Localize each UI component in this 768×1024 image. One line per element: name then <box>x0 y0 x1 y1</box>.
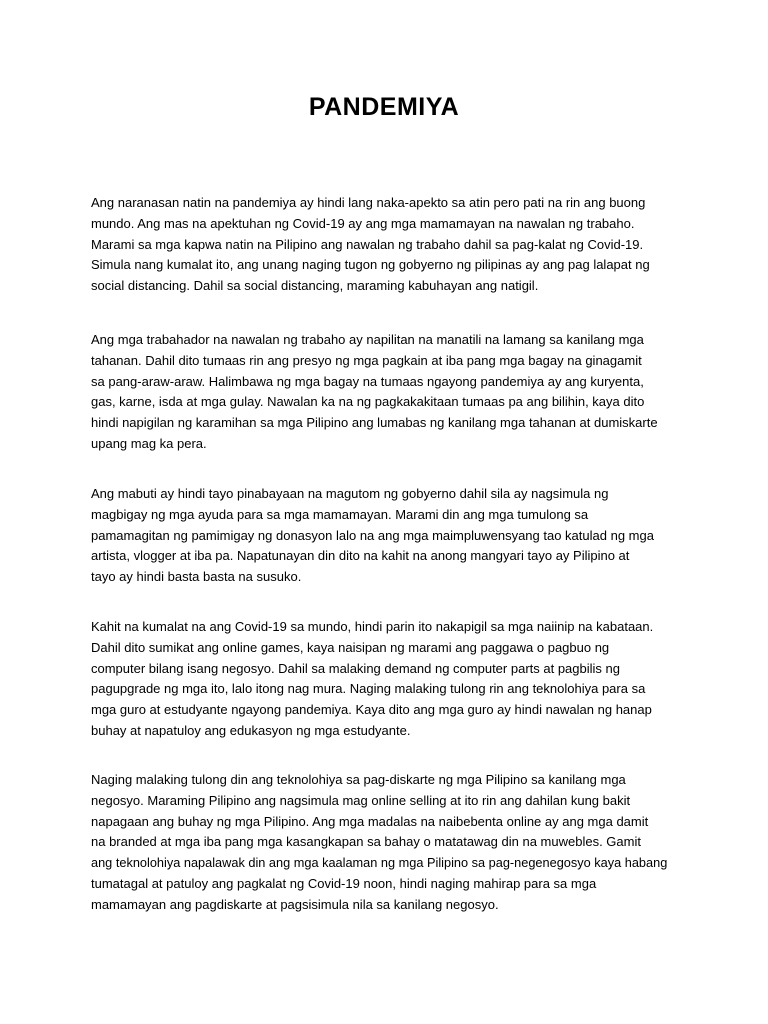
paragraph-line: napagaan ang buhay ng mga Pilipino. Ang mga madalas na naibebenta online ay ang mga damit <box>91 813 649 829</box>
paragraph-line: mundo. Ang mas na apektuhan ng Covid-19 ay ang mga mamamayan na nawalan ng trabaho. <box>91 215 635 231</box>
paragraph-line: Ang mga trabahador na nawalan ng trabaho ay napilitan na manatili na lamang sa kanilang mga <box>91 332 644 347</box>
paragraph-line: pamamagitan ng pamimigay ng donasyon lalo na ang mga maimpluwensyang tao katulad ng mga <box>91 527 654 543</box>
paragraph-2 <box>91 330 678 455</box>
paragraph-line: buhay at napatuloy ang edukasyon ng mga estudyante. <box>91 722 411 738</box>
paragraph-line: computer bilang isang negosyo. Dahil sa malaking demand ng computer parts at pagbilis ng <box>91 660 620 676</box>
paragraph-line: Dahil dito sumikat ang online games, kaya naisipan ng marami ang paggawa o pagbuo ng <box>91 639 610 655</box>
paragraph-line: Ang naranasan natin na pandemiya ay hindi lang naka-apekto sa atin pero pati na rin ang buong <box>91 195 646 210</box>
paragraph-line: Ang mabuti ay hindi tayo pinabayaan na magutom ng gobyerno dahil sila ay nagsimula ng <box>91 486 609 501</box>
document-title: PANDEMIYA <box>308 93 460 121</box>
paragraph-line: Simula nang kumalat ito, ang unang naging tugon ng gobyerno ng pilipinas ay ang pag lalapat ng <box>91 257 650 273</box>
paragraph-3 <box>91 484 678 588</box>
paragraph-line: magbigay ng mga ayuda para sa mga mamamayan. Marami din ang mga tumulong sa <box>91 506 589 522</box>
paragraph-line: sa pang-araw-araw. Halimbawa ng mga bagay na tumaas ngayong pandemiya ay ang kuryenta, <box>91 373 644 389</box>
paragraph-line: tumatagal at patuloy ang pagkalat ng Covid-19 noon, hindi naging mahirap para sa mga <box>91 875 597 891</box>
paragraph-1 <box>91 193 678 297</box>
paragraph-line: Naging malaking tulong din ang teknolohiya sa pag-diskarte ng mga Pilipino sa kanilang mga <box>91 772 626 787</box>
paragraph-line: social distancing. Dahil sa social distancing, maraming kabuhayan ang natigil. <box>91 278 539 294</box>
paragraph-line: hindi napigilan ng karamihan sa mga Pilipino ang lumabas ng kanilang mga tahanan at dumiskarte <box>91 415 658 431</box>
paragraph-line: mamamayan ang pagdiskarte at pagsisimula nila sa kanilang negosyo. <box>91 896 499 912</box>
paragraph-line: Kahit na kumalat na ang Covid-19 sa mundo, hindi parin ito nakapigil sa mga naiinip na kabataan. <box>91 619 654 634</box>
paragraph-line: gas, karne, isda at mga gulay. Nawalan ka na ng pagkakakitaan tumaas pa ang bilihin, kaya dito <box>91 394 645 410</box>
paragraph-line: mga guro at estudyante ngayong pandemiya. Kaya dito ang mga guro ay hindi nawalan ng hanap <box>91 702 652 718</box>
paragraph-line: pagupgrade ng mga ito, lalo itong nag mura. Naging malaking tulong rin ang teknolohiya para sa <box>91 681 646 697</box>
paragraph-line: negosyo. Maraming Pilipino ang nagsimula mag online selling at ito rin ang dahilan kung bakit <box>91 792 631 808</box>
paragraph-line: ang teknolohiya napalawak din ang mga kaalaman ng mga Pilipino sa pag-negenegosyo kaya habang <box>91 855 668 871</box>
paragraph-line: tayo ay hindi basta basta na susuko. <box>91 569 302 585</box>
paragraph-line: upang mag ka pera. <box>91 435 207 451</box>
paragraph-4 <box>91 617 678 742</box>
paragraph-line: artista, vlogger at iba pa. Napatunayan din dito na kahit na anong mangyari tayo ay Pilipino at <box>91 548 630 564</box>
paragraph-line: Marami sa mga kapwa natin na Pilipino ang nawalan ng trabaho dahil sa pag-kalat ng Covid-19. <box>91 236 644 252</box>
paragraph-line: tahanan. Dahil dito tumaas rin ang presyo ng mga pagkain at iba pang mga bagay na ginagamit <box>91 352 642 368</box>
paragraph-5 <box>91 770 678 916</box>
paragraph-line: na branded at mga iba pang mga kasangkapan sa bahay o matatawag din na muwebles. Gamit <box>91 834 641 850</box>
